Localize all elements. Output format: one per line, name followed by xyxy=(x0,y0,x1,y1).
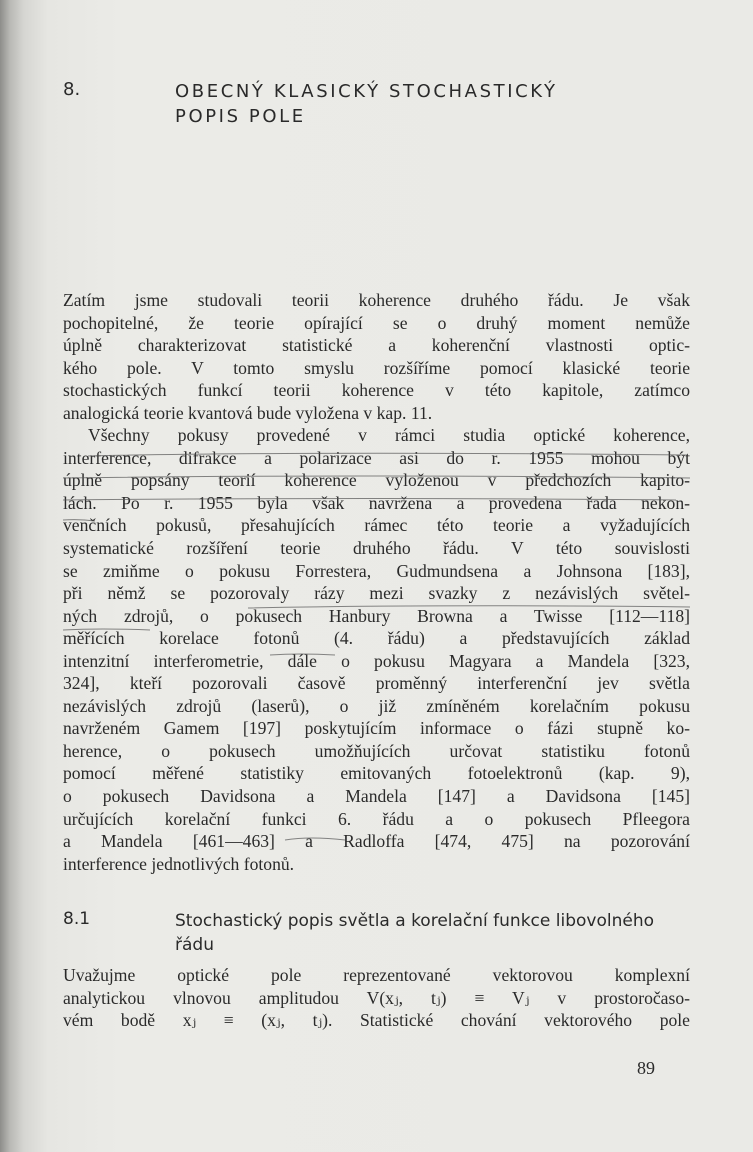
section-title: Stochastický popis světla a korelační funkce libovolného řádu xyxy=(175,911,654,955)
text-line: nezávislých zdrojů (laserů), o již zmíněném korelačním pokusu xyxy=(63,695,690,716)
text-line: pomocí měřené statistiky emitovaných fotoelektronů (kap. 9), xyxy=(63,763,690,784)
text-line: se zmiňme o pokusu Forrestera, Gudmundsena a Johnsona [183], xyxy=(63,560,690,581)
text-line: měřících korelace fotonů (4. řádu) a představujících základ xyxy=(63,628,690,649)
text-line: analytickou vlnovou amplitudou V(xⱼ, tⱼ) ≡ Vⱼ v prostoročaso- xyxy=(63,987,690,1008)
text-line: herence, o pokusech umožňujících určovat statistiku fotonů xyxy=(63,740,690,761)
text-line: pochopitelné, že teorie opírající se o druhý moment nemůže xyxy=(63,312,690,333)
text-line: Všechny pokusy provedené v rámci studia optické koherence, xyxy=(88,425,690,446)
chapter-number: 8. xyxy=(63,79,81,100)
text-line: určujících korelační funkci 6. řádu a o pokusech Pfleegora xyxy=(63,808,690,829)
body-text-intro xyxy=(63,289,690,875)
text-line: a Mandela [461—463] a Radloffa [474, 475] na pozorování xyxy=(63,831,690,852)
text-line: kého pole. V tomto smyslu rozšíříme pomocí klasické teorie xyxy=(63,357,690,378)
text-line: ných zdrojů, o pokusech Hanbury Browna a Twisse [112—118] xyxy=(63,605,690,626)
text-line: při němž se pozorovaly rázy mezi svazky z nezávislých světel- xyxy=(63,583,690,604)
chapter-title-line: POPIS POLE xyxy=(175,106,306,127)
text-line: venčních pokusů, přesahujících rámec této teorie a vyžadujících xyxy=(63,515,690,536)
text-line: Zatím jsme studovali teorii koherence druhého řádu. Je však xyxy=(63,290,690,310)
text-line: úplně charakterizovat statistické a koherenční vlastnosti optic- xyxy=(63,335,690,356)
text-line: interference jednotlivých fotonů. xyxy=(63,853,295,874)
page-number: 89 xyxy=(637,1058,655,1078)
text-line: Uvažujme optické pole reprezentované vektorovou komplexní xyxy=(63,965,690,985)
text-line: navrženém Gamem [197] poskytujícím informace o fázi stupně ko- xyxy=(63,718,690,739)
text-line: intenzitní interferometrie, dále o pokusu Magyara a Mandela [323, xyxy=(63,650,690,671)
body-text-section xyxy=(63,964,690,1032)
chapter-title xyxy=(175,79,558,129)
chapter-title-line: OBECNÝ KLASICKÝ STOCHASTICKÝ xyxy=(175,81,558,102)
text-line: vém bodě xⱼ ≡ (xⱼ, tⱼ). Statistické chování vektorového pole xyxy=(63,1010,690,1031)
text-line: interference, difrakce a polarizace asi do r. 1955 mohou být xyxy=(63,447,690,468)
text-line: úplně popsány teorií koherence vyloženou v předchozích kapito- xyxy=(63,470,690,491)
text-line: 324], kteří pozorovali časově proměnný interferenční jev světla xyxy=(63,673,690,694)
text-line: lách. Po r. 1955 byla však navržena a provedena řada nekon- xyxy=(63,492,690,513)
section-number: 8.1 xyxy=(63,909,91,929)
text-line: stochastických funkcí teorii koherence v této kapitole, zatímco xyxy=(63,380,690,401)
text-line: o pokusech Davidsona a Mandela [147] a Davidsona [145] xyxy=(63,786,690,807)
text-line: systematické rozšíření teorie druhého řádu. V této souvislosti xyxy=(63,538,690,559)
text-line: analogická teorie kvantová bude vyložena v kap. 11. xyxy=(63,402,433,423)
